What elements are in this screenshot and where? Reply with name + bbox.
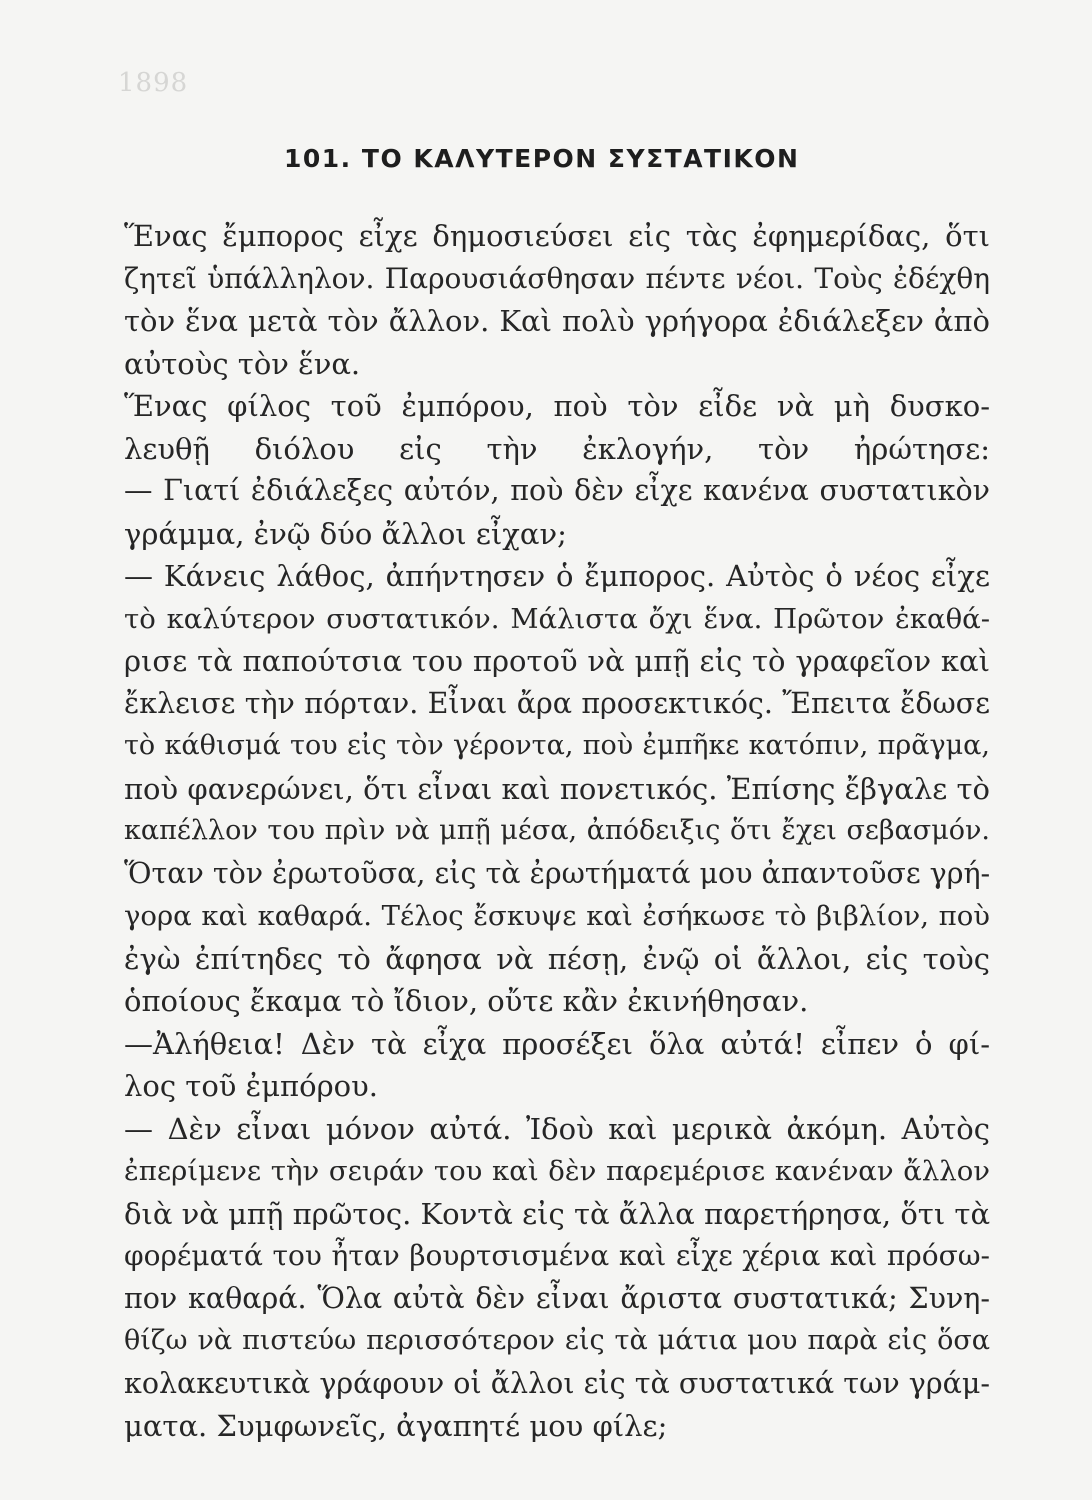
text-line: ἐπερίμενε τὴν σειράν του καὶ δὲν παρεμέρισε κανέναν ἄλλον <box>124 1155 990 1187</box>
text-line: ρισε τὰ παπούτσια του προτοῦ νὰ μπῇ εἰς τὸ γραφεῖον καὶ <box>124 644 990 678</box>
text-line: φορέματά του ἦταν βουρτσισμένα καὶ εἶχε χέρια καὶ πρόσω- <box>124 1239 990 1272</box>
text-line: —Ἀλήθεια! Δὲν τὰ εἶχα προσέξει ὅλα αὐτά! εἶπεν ὁ φί- <box>124 1026 990 1061</box>
text-line: ποὺ φανερώνει, ὅτι εἶναι καὶ πονετικός. Ἐπίσης ἔβγαλε τὸ <box>124 771 990 806</box>
text-line: Ὅταν τὸν ἐρωτοῦσα, εἰς τὰ ἐρωτήματά μου ἀπαντοῦσε γρή- <box>124 856 991 890</box>
text-line: Ἕνας φίλος τοῦ ἐμπόρου, ποὺ τὸν εἶδε νὰ μὴ δυσκο- <box>124 389 990 423</box>
text-line: — Κάνεις λάθος, ἀπήντησεν ὁ ἔμπορος. Αὐτὸς ὁ νέος εἶχε <box>124 559 990 593</box>
text-line: καπέλλον του πρὶν νὰ μπῇ μέσα, ἀπόδειξις ὅτι ἔχει σεβασμόν. <box>124 815 990 846</box>
text-line: λος τοῦ ἐμπόρου. <box>124 1069 378 1103</box>
text-line: ἔκλεισε τὴν πόρταν. Εἶναι ἄρα προσεκτικός. Ἔπειτα ἔδωσε <box>124 686 990 720</box>
text-line: τὸ κάθισμά του εἰς τὸν γέροντα, ποὺ ἐμπῆκε κατόπιν, πρᾶγμα, <box>124 730 990 761</box>
text-line: γορα καὶ καθαρά. Τέλος ἔσκυψε καὶ ἐσήκωσε τὸ βιβλίον, ποὺ <box>124 900 990 932</box>
text-line: γράμμα, ἐνῷ δύο ἄλλοι εἶχαν; <box>124 516 567 551</box>
story-body <box>124 215 990 1448</box>
text-line: πον καθαρά. Ὅλα αὐτὰ δὲν εἶναι ἄριστα συστατικά; Συνη- <box>124 1281 990 1315</box>
chapter-title: 101. ΤΟ ΚΑΛΥΤΕΡΟΝ ΣΥΣΤΑΤΙΚΟΝ <box>284 144 800 173</box>
text-line: ματα. Συμφωνεῖς, ἀγαπητέ μου φίλε; <box>124 1409 668 1443</box>
text-line: διὰ νὰ μπῇ πρῶτος. Κοντὰ εἰς τὰ ἄλλα παρετήρησα, ὅτι τὰ <box>124 1196 991 1231</box>
text-line: ζητεῖ ὑπάλληλον. Παρουσιάσθησαν πέντε νέοι. Τοὺς ἐδέχθη <box>124 261 990 295</box>
text-line: τὸν ἕνα μετὰ τὸν ἄλλον. Καὶ πολὺ γρήγορα ἐδιάλεξεν ἀπὸ <box>124 304 990 338</box>
text-line: αὐτοὺς τὸν ἕνα. <box>124 346 361 381</box>
text-line: ἐγὼ ἐπίτηδες τὸ ἄφησα νὰ πέσῃ, ἐνῷ οἱ ἄλλοι, εἰς τοὺς <box>124 941 990 976</box>
text-line: λευθῇ διόλου εἰς τὴν ἐκλογήν, τὸν ἠρώτησε: <box>124 431 990 466</box>
bleed-through-page-number: 1898 <box>118 68 189 98</box>
text-line: ὁποίους ἔκαμα τὸ ἴδιον, οὔτε κἂν ἐκινήθησαν. <box>124 984 809 1018</box>
text-line: — Δὲν εἶναι μόνον αὐτά. Ἰδοὺ καὶ μερικὰ ἀκόμη. Αὐτὸς <box>124 1111 990 1146</box>
text-line: — Γιατί ἐδιάλεξες αὐτόν, ποὺ δὲν εἶχε κανένα συστατικὸν <box>124 474 990 507</box>
text-line: κολακευτικὰ γράφουν οἱ ἄλλοι εἰς τὰ συστατικά των γράμ- <box>124 1366 990 1400</box>
text-line: θίζω νὰ πιστεύω περισσότερον εἰς τὰ μάτια μου παρὰ εἰς ὅσα <box>124 1325 990 1356</box>
text-line: τὸ καλύτερον συστατικόν. Μάλιστα ὄχι ἕνα. Πρῶτον ἐκαθά- <box>124 602 990 635</box>
text-line: Ἕνας ἔμπορος εἶχε δημοσιεύσει εἰς τὰς ἐφημερίδας, ὅτι <box>124 219 990 253</box>
